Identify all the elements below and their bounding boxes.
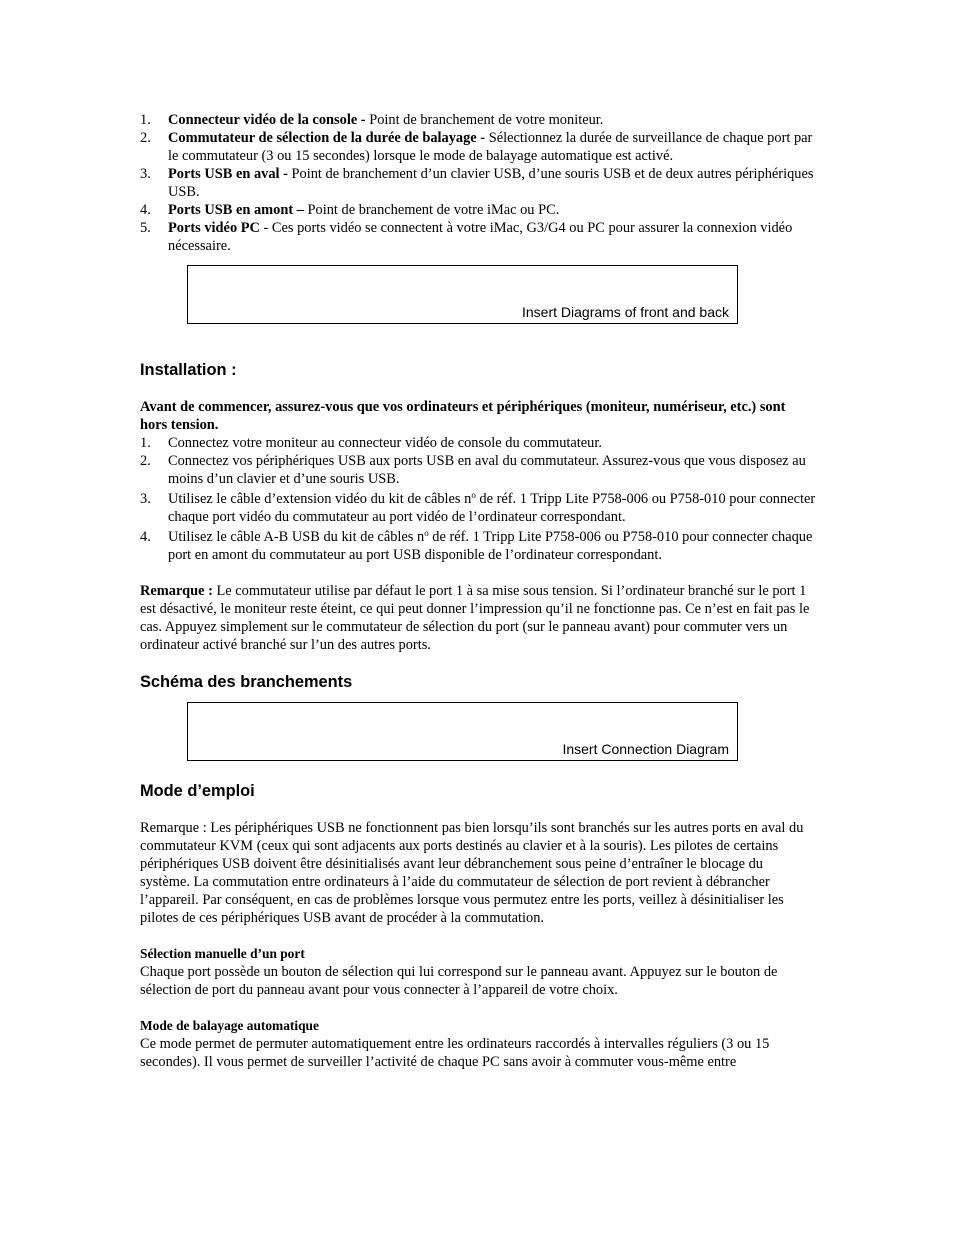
front-back-diagram-placeholder <box>187 265 738 324</box>
connection-diagram-placeholder <box>187 702 738 761</box>
diagram-placeholder-label: Insert Connection Diagram <box>562 741 729 757</box>
list-item: 4. Utilisez le câble A-B USB du kit de câbles $n^o$ de réf. 1 Tripp Lite P758-006 ou P758-010 pour connecter chaque port en amont du commutateur au port USB disponible de l’ordinateur correspondant. <box>140 528 813 563</box>
installation-heading: Installation : <box>140 361 237 379</box>
manual-selection-heading: Sélection manuelle d’un port <box>140 946 305 961</box>
list-item: 4. Ports USB en amont – Point de branchement de votre iMac ou PC. <box>140 202 560 218</box>
list-item: 1. Connectez votre moniteur au connecteur vidéo de console du commutateur. <box>140 435 602 451</box>
page-content <box>140 111 816 1071</box>
diagram-placeholder-label: Insert Diagrams of front and back <box>522 304 729 320</box>
intro-list <box>140 111 816 255</box>
list-item: 2. Commutateur de sélection de la durée de balayage - Sélectionnez la durée de surveillance de chaque port par le commutateur (3 ou 15 secondes) lorsque le mode de balayage automatique est activé. <box>140 130 813 164</box>
schema-heading: Schéma des branchements <box>140 673 353 691</box>
auto-scan-heading: Mode de balayage automatique <box>140 1018 319 1033</box>
list-item: 3. Ports USB en aval - Point de branchement d’un clavier USB, d’une souris USB et de deux autres périphériques USB. <box>140 166 814 200</box>
manual-selection-text: Chaque port possède un bouton de sélection qui lui correspond sur le panneau avant. Appuyez sur le bouton de sélection de port du panneau avant pour vous connecter à l’appareil de votre choix. <box>140 964 778 998</box>
list-item: 1. Connecteur vidéo de la console - Point de branchement de votre moniteur. <box>140 112 604 128</box>
mode-heading: Mode d’emploi <box>140 782 255 800</box>
installation-note: Remarque : Le commutateur utilise par défaut le port 1 à sa mise sous tension. Si l’ordinateur branché sur le port 1 est désactivé, le moniteur reste éteint, ce qui peut donner l’impression qu’il ne fonctionne pas. Ce n’est en fait pas le cas. Appuyez simplement sur le commutateur de sélection du port (sur le panneau avant) pour commuter vers un ordinateur activé branché sur l’un des autres ports. <box>140 583 810 653</box>
installation-steps <box>140 434 816 564</box>
usb-note: Remarque : Les périphériques USB ne fonctionnent pas bien lorsqu’ils sont branchés sur les autres ports en aval du commutateur KVM (ceux qui sont adjacents aux ports destinés au clavier et à la souris). Les pilotes de certains périphériques USB doivent être désinitialisés avant leur débranchement sous peine d’entraîner le blocage du système. La commutation entre ordinateurs à l’aide du commutateur de sélection de port revient à débrancher l’appareil. Par conséquent, en cas de problèmes lorsque vous permutez entre les ports, veillez à désinitialiser les pilotes de ces périphériques USB avant de procéder à la commutation. <box>140 820 804 926</box>
list-item: 5. Ports vidéo PC - Ces ports vidéo se connectent à votre iMac, G3/G4 ou PC pour assurer la connexion vidéo nécessaire. <box>140 220 793 254</box>
installation-warning: Avant de commencer, assurez-vous que vos ordinateurs et périphériques (moniteur, numériseur, etc.) sont hors tension. <box>140 399 786 433</box>
list-item: 3. Utilisez le câble d’extension vidéo du kit de câbles $n^o$ de réf. 1 Tripp Lite P758-006 ou P758-010 pour connecter chaque port vidéo du commutateur au port vidéo de l’ordinateur correspondant. <box>140 490 816 525</box>
list-item: 2. Connectez vos périphériques USB aux ports USB en aval du commutateur. Assurez-vous que vous disposez au moins d’un clavier et d’une souris USB. <box>140 453 806 487</box>
auto-scan-text: Ce mode permet de permuter automatiquement entre les ordinateurs raccordés à intervalles réguliers (3 ou 15 secondes). Il vous permet de surveiller l’activité de chaque PC sans avoir à commuter vous-même entre <box>140 1036 770 1070</box>
